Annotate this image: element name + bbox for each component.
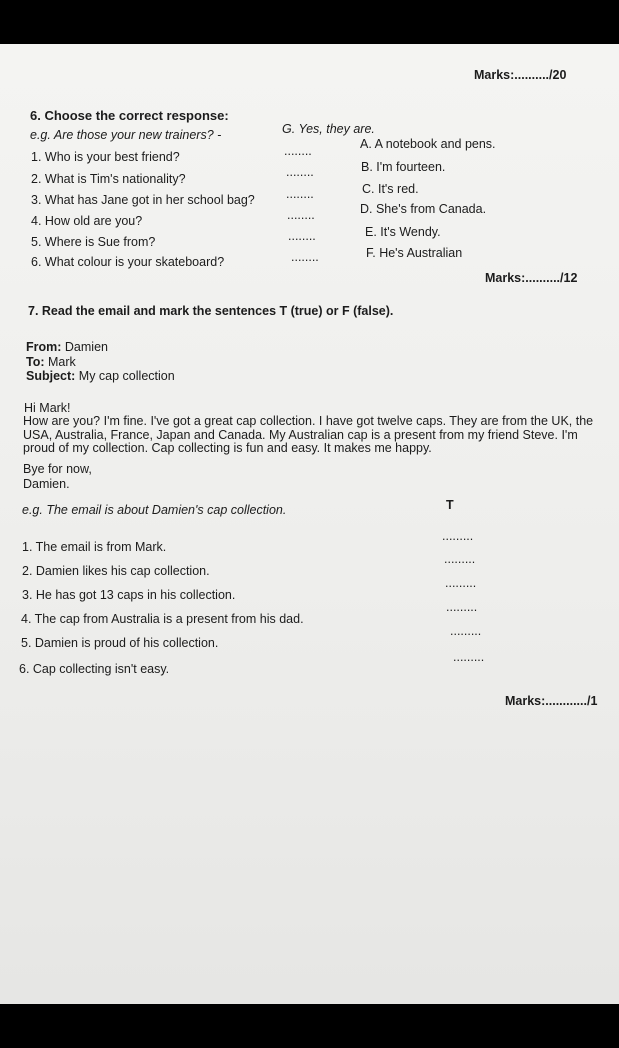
section6-marks: Marks:........../12 [485, 271, 578, 285]
section6-question: 1. Who is your best friend? [31, 150, 180, 164]
email-greeting: Hi Mark! [24, 401, 71, 415]
section7-example-answer: T [446, 498, 454, 512]
email-to-label: To: [26, 355, 45, 369]
answer-blank[interactable]: ........ [291, 250, 319, 264]
tf-statement: 6. Cap collecting isn't easy. [19, 662, 170, 676]
answer-blank[interactable]: ........ [284, 144, 312, 158]
section6-answer-option: F. He's Australian [366, 246, 463, 260]
tf-answer-blank[interactable]: ......... [450, 624, 482, 638]
email-subject-value: My cap collection [78, 369, 175, 383]
email-to [26, 355, 76, 369]
answer-blank[interactable]: ........ [286, 187, 314, 201]
tf-answer-blank[interactable]: ......... [444, 552, 476, 566]
section6-question: 5. Where is Sue from? [31, 235, 156, 249]
email-body: How are you? I'm fine. I've got a great cap collection. I have got twelve caps. They are from the UK, the USA, Australia, France, Japan and Canada. My Australian cap is a present from my friend Steve. I'm proud of my collection. Cap collecting is fun and easy. It makes me happy. [23, 414, 594, 455]
section6-answer-option: B. I'm fourteen. [361, 160, 446, 174]
section7-example-statement: e.g. The email is about Damien's cap collection. [22, 503, 287, 517]
answer-blank[interactable]: ........ [286, 165, 314, 179]
worksheet-page [0, 44, 619, 1004]
tf-statement: 3. He has got 13 caps in his collection. [22, 588, 236, 602]
tf-statement: 5. Damien is proud of his collection. [21, 636, 219, 650]
tf-statement: 1. The email is from Mark. [22, 540, 167, 554]
tf-answer-blank[interactable]: ......... [453, 650, 485, 664]
section6-title: 6. Choose the correct response: [30, 108, 229, 123]
email-from-label: From: [26, 340, 62, 354]
section7-marks: Marks:............/1 [505, 694, 598, 708]
section6-answer-option: C. It's red. [362, 182, 419, 196]
email-to-value: Mark [48, 355, 76, 369]
tf-answer-blank[interactable]: ......... [442, 529, 474, 543]
email-signoff: Bye for now, [23, 462, 92, 476]
tf-statement: 4. The cap from Australia is a present from his dad. [21, 612, 304, 626]
email-from [26, 340, 108, 354]
tf-statement: 2. Damien likes his cap collection. [22, 564, 210, 578]
section6-question: 4. How old are you? [31, 214, 143, 228]
email-from-value: Damien [64, 340, 108, 354]
section6-answer-option: A. A notebook and pens. [360, 137, 496, 151]
email-subject-label: Subject: [26, 369, 76, 383]
section6-question: 6. What colour is your skateboard? [31, 255, 225, 269]
section6-question: 3. What has Jane got in her school bag? [31, 193, 255, 207]
tf-answer-blank[interactable]: ......... [446, 600, 478, 614]
marks-total: Marks:........../20 [474, 68, 567, 82]
answer-blank[interactable]: ........ [288, 229, 316, 243]
answer-blank[interactable]: ........ [287, 208, 315, 222]
section6-example-question: e.g. Are those your new trainers? - [30, 128, 222, 142]
section6-example-answer: G. Yes, they are. [282, 122, 375, 136]
email-signature: Damien. [23, 477, 70, 491]
section6-answer-option: D. She's from Canada. [360, 202, 487, 216]
section6-answer-option: E. It's Wendy. [365, 225, 441, 239]
section7-title: 7. Read the email and mark the sentences T (true) or F (false). [28, 304, 394, 318]
section6-question: 2. What is Tim's nationality? [31, 172, 186, 186]
email-subject [26, 369, 175, 383]
tf-answer-blank[interactable]: ......... [445, 576, 477, 590]
